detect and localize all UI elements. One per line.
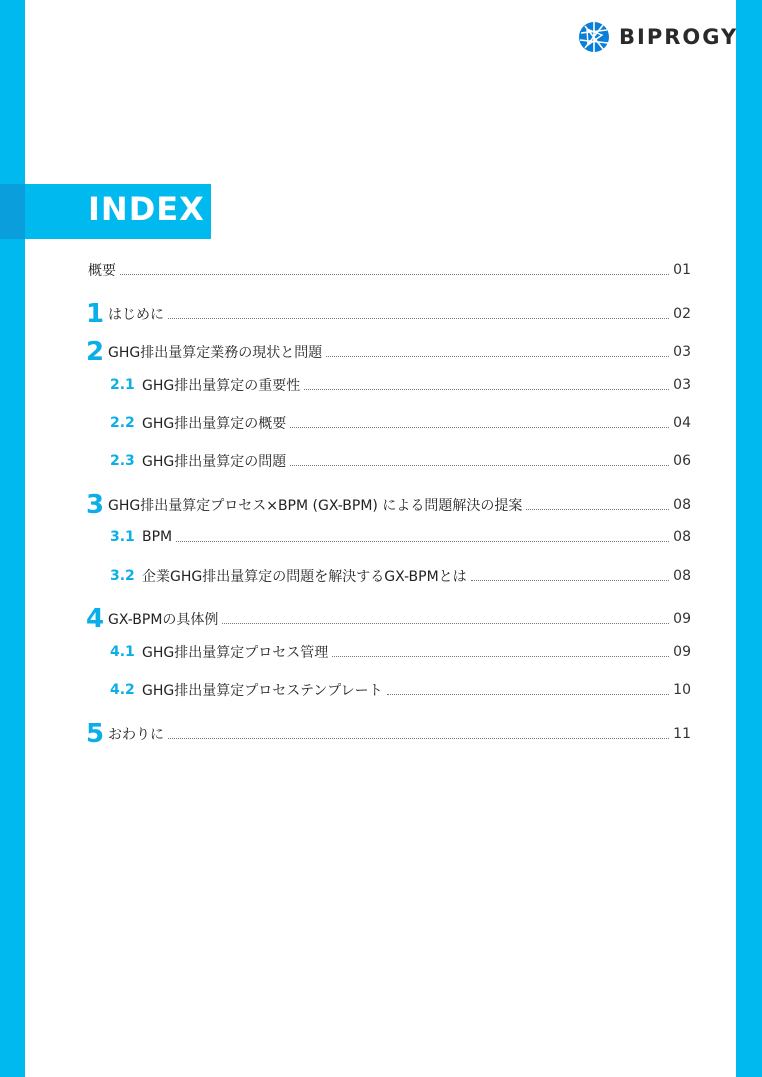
dot-leader xyxy=(168,737,669,739)
toc-row[interactable] xyxy=(88,678,691,702)
dot-leader xyxy=(332,655,669,657)
index-heading-band xyxy=(0,184,211,239)
toc-row[interactable] xyxy=(86,719,691,749)
page-number: 08 xyxy=(673,529,691,545)
chapter-number: 4 xyxy=(86,604,105,634)
chapter-number: 5 xyxy=(86,719,105,749)
toc-label: おわりに xyxy=(108,727,164,743)
toc-label: BPM xyxy=(142,529,173,545)
toc-label: GHG排出量算定の重要性 xyxy=(142,378,301,394)
dot-leader xyxy=(290,464,669,466)
toc-label: 概要 xyxy=(88,263,116,279)
index-title: INDEX xyxy=(88,190,205,228)
toc-label: 企業GHG排出量算定の問題を解決するGX-BPMとは xyxy=(142,569,467,585)
section-number: 4.1 xyxy=(110,644,135,660)
page-number: 01 xyxy=(673,262,691,278)
dot-leader xyxy=(326,355,669,357)
dot-leader xyxy=(387,693,669,695)
chapter-number: 1 xyxy=(86,299,105,329)
toc-label: GHG排出量算定の問題 xyxy=(142,454,287,470)
toc-row[interactable] xyxy=(88,640,691,664)
page-number: 11 xyxy=(673,726,691,742)
page-number: 08 xyxy=(673,497,691,513)
dot-leader xyxy=(120,273,669,275)
chapter-number: 3 xyxy=(86,490,105,520)
toc-label: GHG排出量算定プロセス管理 xyxy=(142,645,329,661)
brand-logo xyxy=(578,21,738,53)
chapter-number: 2 xyxy=(86,337,105,367)
dot-leader xyxy=(471,579,670,581)
toc-label: GHG排出量算定プロセステンプレート xyxy=(142,683,383,699)
page-number: 06 xyxy=(673,453,691,469)
page-number: 03 xyxy=(673,344,691,360)
toc-label: はじめに xyxy=(108,307,164,323)
toc-label: GX-BPMの具体例 xyxy=(108,612,219,628)
section-number: 4.2 xyxy=(110,682,135,698)
brand-name: BIPROGY xyxy=(619,25,739,49)
toc-row[interactable] xyxy=(88,449,691,473)
toc-label: GHG排出量算定プロセス×BPM (GX-BPM) による問題解決の提案 xyxy=(108,498,523,514)
section-number: 3.2 xyxy=(110,568,135,584)
page-number: 10 xyxy=(673,682,691,698)
section-number: 2.3 xyxy=(110,453,135,469)
globe-logo-icon xyxy=(578,21,610,53)
dot-leader xyxy=(168,317,669,319)
page-number: 08 xyxy=(673,568,691,584)
toc-label: GHG排出量算定の概要 xyxy=(142,416,287,432)
page-number: 02 xyxy=(673,306,691,322)
toc-row[interactable] xyxy=(86,299,691,329)
section-number: 2.2 xyxy=(110,415,135,431)
toc-label: GHG排出量算定業務の現状と問題 xyxy=(108,345,323,361)
left-accent-bar xyxy=(0,0,25,1077)
dot-leader xyxy=(526,508,669,510)
toc-row[interactable] xyxy=(88,258,691,282)
page-number: 04 xyxy=(673,415,691,431)
toc-row[interactable] xyxy=(88,525,691,549)
page-number: 09 xyxy=(673,611,691,627)
toc-row[interactable] xyxy=(86,604,691,634)
dot-leader xyxy=(304,388,669,390)
section-number: 3.1 xyxy=(110,529,135,545)
toc-row[interactable] xyxy=(86,337,691,367)
toc-row[interactable] xyxy=(86,490,691,520)
toc-row[interactable] xyxy=(88,411,691,435)
toc-row[interactable] xyxy=(88,373,691,397)
dot-leader xyxy=(176,540,669,542)
section-number: 2.1 xyxy=(110,377,135,393)
dot-leader xyxy=(290,426,669,428)
page-number: 09 xyxy=(673,644,691,660)
right-accent-bar xyxy=(736,0,762,1077)
dot-leader xyxy=(222,622,669,624)
index-band-accent xyxy=(0,184,25,239)
toc-row[interactable] xyxy=(88,564,691,588)
page-number: 03 xyxy=(673,377,691,393)
